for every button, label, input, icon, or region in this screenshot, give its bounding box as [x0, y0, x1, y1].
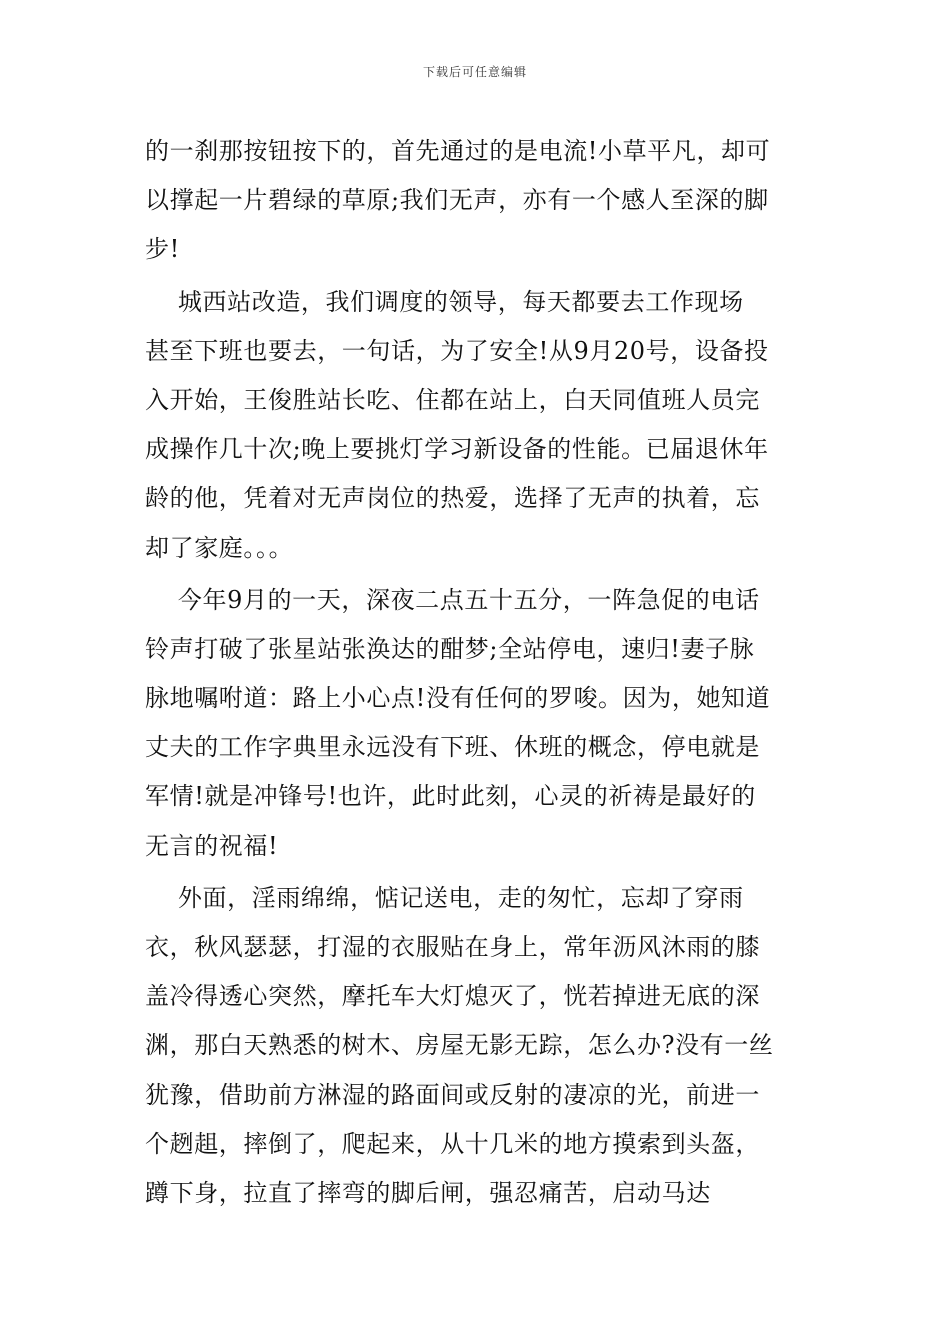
text-line: 无言的祝福!	[145, 831, 279, 860]
text-line: 成操作几十次;晚上要挑灯学习新设备的性能。已届退休年	[145, 435, 769, 464]
text-line: 甚至下班也要去，一句话，为了安全!从9月20号，设备投	[145, 336, 769, 365]
text-line: 今年9月的一天，深夜二点五十五分，一阵急促的电话	[145, 585, 760, 614]
text-line: 龄的他，凭着对无声岗位的热爱，选择了无声的执着，忘	[145, 484, 760, 513]
text-line: 外面，淫雨绵绵，惦记送电，走的匆忙，忘却了穿雨	[145, 883, 744, 912]
document-body	[145, 127, 810, 1218]
text-line: 却了家庭。。。	[145, 533, 294, 562]
text-line: 城西站改造，我们调度的领导，每天都要去工作现场	[145, 287, 744, 316]
text-line: 犹豫，借助前方淋湿的路面间或反射的凄凉的光，前进一	[145, 1080, 760, 1109]
page-header: 下载后可任意编辑	[422, 65, 527, 79]
text-line: 的一刹那按钮按下的，首先通过的是电流!小草平凡，却可	[145, 137, 771, 165]
text-line: 个趔趄，摔倒了，爬起来，从十几米的地方摸索到头盔，	[145, 1129, 760, 1158]
text-line: 军情!就是冲锋号!也许，此时此刻，心灵的祈祷是最好的	[145, 782, 756, 811]
text-line: 以撑起一片碧绿的草原;我们无声，亦有一个感人至深的脚	[145, 186, 769, 215]
text-line: 入开始，王俊胜站长吃、住都在站上，白天同值班人员完	[145, 385, 760, 414]
text-line: 丈夫的工作字典里永远没有下班、休班的概念，停电就是	[145, 733, 760, 762]
paragraph	[145, 874, 810, 1218]
text-line: 蹲下身，拉直了摔弯的脚后闸，强忍痛苦，启动马达	[145, 1178, 711, 1207]
paragraph	[145, 127, 810, 275]
text-line: 脉地嘱咐道：路上小心点!没有任何的罗唆。因为，她知道	[145, 684, 771, 713]
text-line: 步!	[145, 235, 180, 264]
text-line: 铃声打破了张星站张涣达的酣梦;全站停电，速归!妻子脉	[145, 634, 755, 663]
text-line: 渊，那白天熟悉的树木、房屋无影无踪，怎么办?没有一丝	[145, 1031, 774, 1060]
paragraph	[145, 576, 810, 871]
paragraph	[145, 278, 810, 573]
text-line: 衣，秋风瑟瑟，打湿的衣服贴在身上，常年沥风沐雨的膝	[145, 933, 760, 961]
text-line: 盖冷得透心突然，摩托车大灯熄灭了，恍若掉进无底的深	[145, 982, 760, 1011]
